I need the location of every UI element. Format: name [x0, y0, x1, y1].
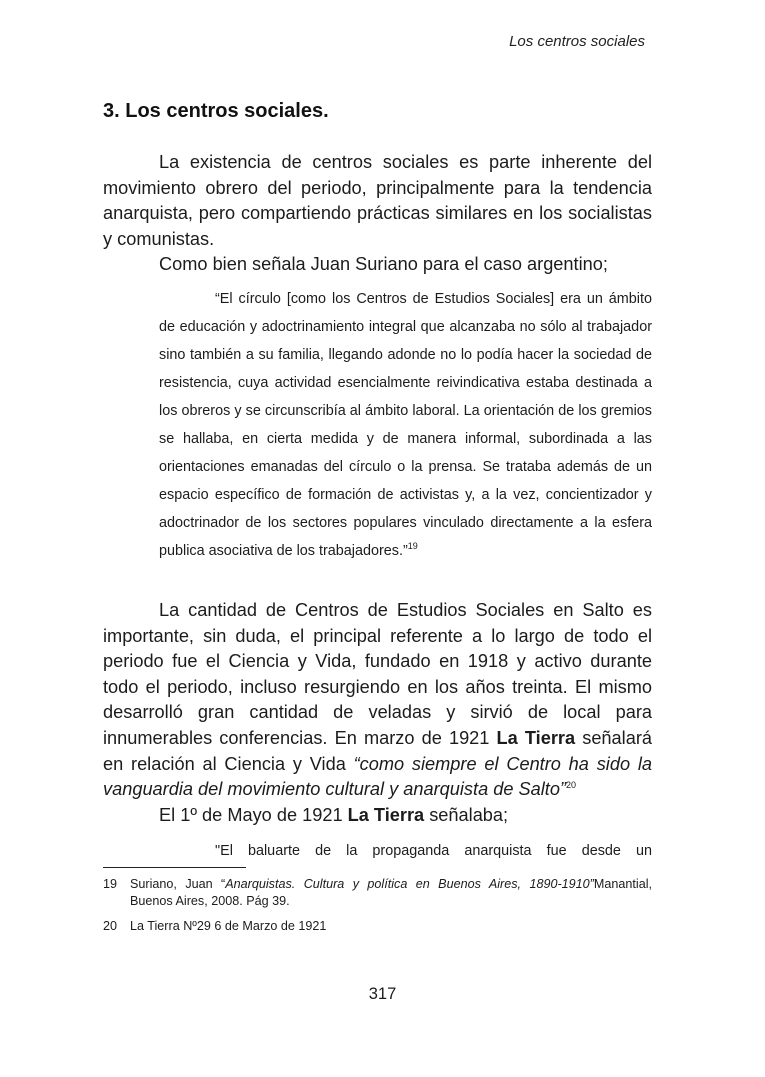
inline-quote: “como siempre el Centro ha sido la vanguardia del movimiento cultural y anarquista de Salto”: [103, 753, 652, 800]
footnote-20: [103, 918, 652, 935]
footnote-number: 19: [103, 877, 118, 891]
paragraph-text: señalaba;: [424, 805, 509, 825]
running-head: Los centros sociales: [509, 33, 645, 50]
paragraph-text: señalará en relación al Ciencia y Vida: [103, 727, 652, 774]
footnote-ref-19[interactable]: 19: [407, 541, 418, 552]
footnote-text: La Tierra Nº29 6 de Marzo de 1921: [130, 919, 327, 933]
block-quote-suriano: [159, 285, 652, 565]
footnote-text-part: Suriano, Juan “: [130, 877, 226, 891]
newspaper-name: La Tierra: [496, 727, 576, 748]
paragraph-suriano-intro: Como bien señala Juan Suriano para el caso argentino;: [159, 254, 608, 274]
block-quote-text: "El baluarte de la propaganda anarquista fue desde un: [215, 843, 652, 859]
paragraph-intro: La existencia de centros sociales es parte inherente del movimiento obrero del periodo, principalmente para la tendencia anarquista, pero compartiendo prácticas similares en los socialistas y comunistas.: [103, 152, 652, 249]
newspaper-name: La Tierra: [347, 805, 425, 825]
block-quote-baluarte: [159, 837, 652, 865]
footnote-text-part: Manantial, Buenos Aires, 2008. Pág 39.: [130, 877, 652, 908]
footnote-title: Anarquistas. Cultura y política en Buenos Aires, 1890-1910”: [225, 877, 594, 891]
paragraph-mayo: [103, 803, 652, 829]
block-quote-text: “El círculo [como los Centros de Estudios Sociales] era un ámbito de educación y adoctrinamiento integral que alcanzaba no sólo al trabajador sino también a su familia, llegando adonde no lo podía hacer la sociedad de resistencia, cuya actividad esencialmente reivindicativa estaba destinada a los obreros y se circunscribía al ámbito laboral. La orientación de los gremios se hallaba, en cierta medida y de manera informal, subordinada a las orientaciones emanadas del círculo o la prensa. Se trataba además de un espacio específico de formación de activistas y, a la vez, concientizador y adoctrinador de los sectores populares vinculado directamente a la esfera publica asociativa de los trabajadores.”: [159, 291, 652, 559]
paragraph-centros: [103, 598, 652, 803]
footnote-19: [103, 876, 652, 910]
paragraph-text: El 1º de Mayo de 1921: [159, 805, 348, 825]
footnote-ref-20[interactable]: 20: [566, 780, 577, 791]
section-heading: 3. Los centros sociales.: [103, 100, 329, 122]
footnote-number: 20: [103, 919, 118, 933]
paragraph-text: La cantidad de Centros de Estudios Sociales en Salto es importante, sin duda, el principal referente a lo largo de todo el periodo fue el Ciencia y Vida, fundado en 1918 y activo durante todo el periodo, incluso resurgiendo en los años treinta. El mismo desarrolló gran cantidad de veladas y sirvió de local para innumerables conferencias. En marzo de 1921: [103, 600, 652, 748]
footnote-divider: [103, 867, 246, 868]
footnote-text: [130, 876, 652, 910]
page-number: 317: [368, 985, 397, 1003]
